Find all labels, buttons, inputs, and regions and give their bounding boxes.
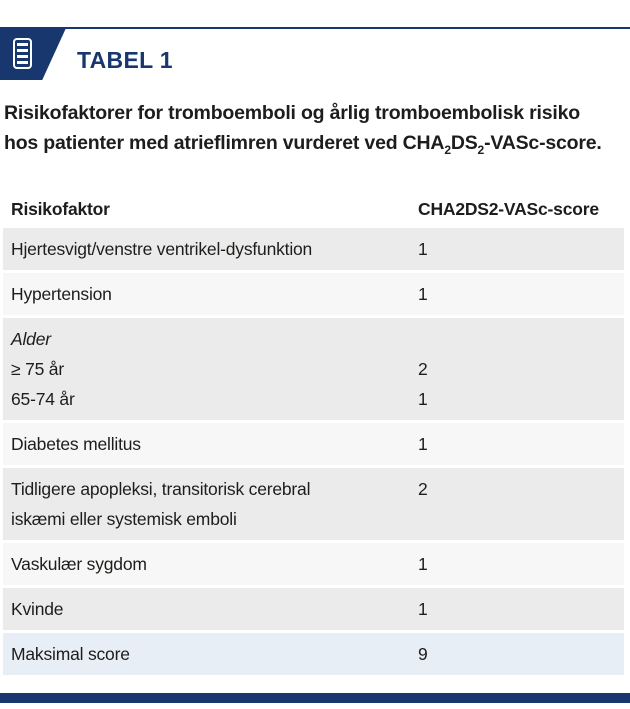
score-cell [415,324,624,414]
column-header-score: CHA2DS2-VASc-score [418,199,599,219]
risk-factor-table [3,188,624,678]
caption-line2-pre: hos patienter med atrieflimren vurderet ved CHA [4,132,445,154]
table-row-age-group [3,318,624,423]
risk-factor-cell: Hjertesvigt/venstre ventrikel-dysfunktion [11,239,313,259]
table-row-diabetes [3,423,624,468]
table-row-hypertension [3,273,624,318]
caption-line2-post: -VASc-score. [484,132,602,154]
subscript-2: 2 [444,142,451,157]
caption-line2-mid: DS [450,132,478,154]
column-header-risk-factor: Risikofaktor [11,199,110,219]
risk-factor-cell: Maksimal score [11,644,130,664]
score-cell: 1 [418,434,428,454]
risk-factor-cell: Vaskulær sygdom [11,554,147,574]
banner-label: TABEL 1 [77,47,173,73]
age-group-label: Alder [11,329,51,349]
risk-factor-cell: Diabetes mellitus [11,434,141,454]
score-spacer [418,324,624,354]
document-lines-icon [13,38,32,69]
table-row-female [3,588,624,633]
score-cell: 9 [418,644,428,664]
score-cell: 2 [418,479,428,499]
risk-factor-cell [11,474,415,534]
subscript-2: 2 [477,142,485,157]
table-row-vascular-disease [3,543,624,588]
risk-factor-cell: Hypertension [11,284,112,304]
table-row-prior-stroke [3,468,624,543]
bottom-rule [0,693,630,703]
table-row-max-score [3,633,624,678]
age-item-65-74: 65-74 år [11,389,75,409]
score-75-plus: 2 [418,359,428,379]
table-banner [0,28,66,80]
score-cell: 1 [418,599,428,619]
score-65-74: 1 [418,389,428,409]
risk-factor-cell: Kvinde [11,599,64,619]
header-rule [0,27,630,29]
table-caption [4,98,602,158]
risk-factor-cell [11,324,415,414]
factor-line1: Tidligere apopleksi, transitorisk cerebral [11,479,311,499]
score-cell: 1 [418,284,428,304]
caption-line2 [4,128,602,158]
age-item-75-plus: ≥ 75 år [11,359,64,379]
table-header-row [3,188,624,228]
score-cell: 1 [418,554,428,574]
factor-line2: iskæmi eller systemisk emboli [11,509,237,529]
caption-line1: Risikofaktorer for tromboemboli og årlig tromboembolisk risiko [4,102,580,124]
score-cell: 1 [418,239,428,259]
table-row-heart-failure [3,228,624,273]
